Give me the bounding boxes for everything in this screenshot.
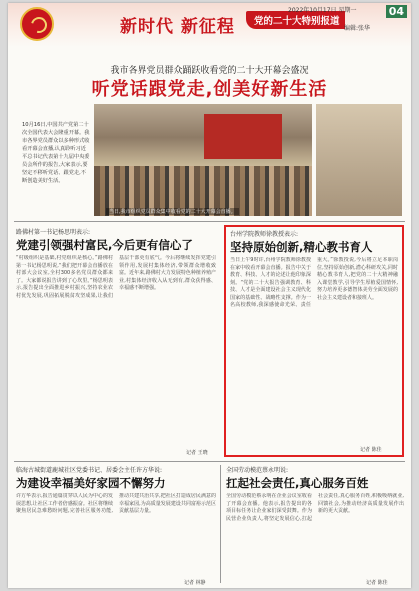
- bottom-right-author: 记者 陈佳: [366, 580, 388, 586]
- special-report-tag: 党的二十大特别报道: [246, 11, 345, 29]
- bottom-left-body: 许方华表示,报告通篇贯穿以人民为中心的发展思想,让社区工作者倍感振奋。社区将继续聚焦居民急难愁盼问题,完善社区服务功能,推动共建共治共享,把社区打造成居民满意的幸福家园,为高质量发展建设共同富裕示范区贡献基层力量。: [16, 493, 216, 514]
- bottom-left-author: 记者 林静: [184, 580, 206, 586]
- section-brand: 新时代 新征程: [120, 17, 235, 37]
- right-article-kicker: 台州学院教师徐教授表示:: [230, 231, 299, 238]
- editor-credit: 编辑:张华: [344, 25, 371, 32]
- bottom-right-title: 扛起社会责任,真心服务百姓: [226, 476, 369, 490]
- right-article-body: 当日上午9时许,台州学院教师徐教授在家中收看开幕会直播。报告中关于教育、科技、人才的论述让他印象深刻。“党的二十大报告强调教育、科技、人才是全面建设社会主义现代化国家的基础性、战略性支撑。作为一名高校教师,我深感使命光荣、责任重大。”徐教授说,今后将立足本职岗位,坚持原始创新,潜心科研攻关,同时精心教书育人,把党的二十大精神融入课堂教学,引导学生厚植爱国情怀,努力培养更多德智体美劳全面发展的社会主义建设者和接班人。: [230, 257, 398, 308]
- newspaper-page: [8, 3, 411, 588]
- photo-screen: [204, 114, 282, 159]
- left-article-author: 记者 王晓: [186, 450, 208, 456]
- divider: [14, 221, 405, 222]
- photo-caption: 当日,我市组织党员群众集中收看党的二十大开幕会直播。: [106, 208, 239, 215]
- lead-kicker: 我市各界党员群众踊跃收看党的二十大开幕会盛况: [110, 66, 309, 76]
- bottom-left-title: 为建设幸福美好家园不懈努力: [16, 476, 166, 490]
- lead-intro-text: 10月16日,中国共产党第二十次全国代表大会隆重开幕。我市各界党员群众以多种形式收看开幕会直播,认真聆听习近平总书记代表第十九届中央委员会所作的报告,大家表示,要坚定不移听党话、跟党走,不断创造美好生活。: [22, 122, 90, 184]
- column-rule: [220, 465, 221, 583]
- divider: [14, 461, 405, 462]
- left-article-kicker: 路佛村第一书记杨思明表示:: [16, 229, 91, 236]
- right-article-author: 记者 陈佳: [360, 447, 382, 453]
- bottom-right-body: 全国劳动模范蔡永明在企业会议室收看了开幕会直播。他表示,报告提出的各项目标任务让企业家们深受鼓舞。作为民营企业负责人,将坚定发展信心,扛起社会责任,真心服务百姓,积极吸纳就业,回馈社会,为推动经济高质量发展作出新的更大贡献。: [226, 493, 404, 522]
- page-number: 04: [386, 5, 407, 18]
- side-photo: [316, 104, 402, 216]
- party-emblem-icon: [20, 7, 54, 41]
- right-article-title: 坚持原始创新,精心教书育人: [230, 240, 373, 254]
- masthead: [8, 3, 411, 47]
- bottom-right-kicker: 全国劳动模范蔡永明说:: [226, 467, 289, 474]
- left-article-body: “村级组织是基础,村党组织是核心。”路佛村第一书记杨思明说,“我们把开幕会直播放在村部大会议室,全村300多名党员群众都来了。大家都说报告讲到了心坎里。”杨思明表示,报告提出全面推进乡村振兴,坚持农业农村优先发展,巩固拓展脱贫攻坚成果,让我们基层干部更有底气。今后将继续发挥党建引领作用,发展村集体经济,带领群众增收致富。近年来,路佛村大力发展特色种植养殖产业,村集体经济收入从无到有,群众获得感、幸福感不断增强。: [16, 255, 216, 299]
- left-article-title: 党建引领强村富民,今后更有信心了: [16, 238, 193, 252]
- issue-date: 2022年10月17日 星期一: [288, 7, 357, 14]
- bottom-left-kicker: 临海古城街道鹿城社区党委书记、居委会主任许方华说:: [16, 467, 163, 474]
- lead-photo: [94, 104, 312, 216]
- lead-headline: 听党话跟党走,创美好新生活: [91, 79, 328, 100]
